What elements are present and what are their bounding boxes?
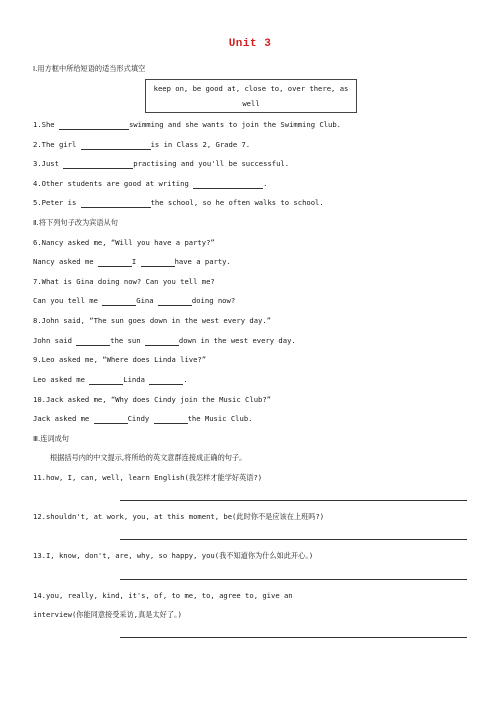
blank[interactable] [81, 199, 151, 208]
question-2: 2.The girl is in Class 2, Grade 7. [33, 140, 251, 149]
question-1: 1.She swimming and she wants to join the Swimming Club. [33, 120, 342, 129]
question-7: 7.What is Gina doing now? Can you tell me? [33, 277, 215, 286]
blank[interactable] [154, 415, 188, 424]
answer-10: Jack asked me Cindy the Music Club. [33, 414, 253, 423]
answer-7: Can you tell me Gina doing now? [33, 296, 236, 305]
blank[interactable] [98, 258, 132, 267]
question-5: 5.Peter is the school, so he often walks to school. [33, 198, 324, 207]
answer-line-11[interactable] [120, 500, 467, 501]
blank[interactable] [59, 121, 129, 130]
question-13: 13.I, know, don't, are, why, so happy, you(我不知道你为什么如此开心。) [33, 551, 314, 560]
answer-line-12[interactable] [120, 539, 467, 540]
blank[interactable] [94, 415, 128, 424]
page-title: Unit 3 [228, 38, 272, 50]
phrase-box [145, 79, 357, 113]
answer-6: Nancy asked me I have a party. [33, 257, 231, 266]
question-8: 8.John said, “The sun goes down in the west every day.” [33, 316, 271, 325]
question-14-cont: interview(你能同意接受采访,真是太好了。) [33, 610, 182, 619]
question-6: 6.Nancy asked me, “Will you have a party?” [33, 238, 215, 247]
answer-line-13[interactable] [120, 579, 467, 580]
answer-9: Leo asked me Linda . [33, 375, 188, 384]
blank[interactable] [141, 258, 175, 267]
blank[interactable] [76, 337, 110, 346]
phrase-box-line-2: well [242, 99, 260, 108]
blank[interactable] [149, 376, 183, 385]
question-4: 4.Other students are good at writing . [33, 179, 268, 188]
question-3: 3.Just practising and you'll be successful. [33, 159, 290, 168]
section-1-heading: Ⅰ.用方框中所给短语的适当形式填空 [33, 64, 146, 73]
blank[interactable] [145, 337, 179, 346]
phrase-box-line-1: keep on, be good at, close to, over there, as [153, 84, 349, 93]
blank[interactable] [158, 297, 192, 306]
blank[interactable] [81, 141, 151, 150]
question-9: 9.Leo asked me, “Where does Linda live?” [33, 355, 207, 364]
blank[interactable] [63, 160, 133, 169]
blank[interactable] [89, 376, 123, 385]
blank[interactable] [193, 180, 263, 189]
blank[interactable] [102, 297, 136, 306]
answer-line-14[interactable] [120, 637, 467, 638]
section-2-heading: Ⅱ.将下列句子改为宾语从句 [33, 218, 118, 227]
question-10: 10.Jack asked me, “Why does Cindy join the Music Club?” [33, 395, 271, 404]
section-3-heading: Ⅲ.连词成句 [33, 434, 69, 443]
question-14: 14.you, really, kind, it's, of, to me, to, agree to, give an [33, 591, 293, 600]
section-3-instruction: 根据括号内的中文提示,将所给的英文意群连接成正确的句子。 [50, 453, 247, 462]
answer-8: John said the sun down in the west every day. [33, 336, 296, 345]
question-12: 12.shouldn't, at work, you, at this moment, be(此时你不是应该在上班吗?) [33, 512, 325, 521]
question-11: 11.how, I, can, well, learn English(我怎样才能学好英语?) [33, 473, 263, 482]
